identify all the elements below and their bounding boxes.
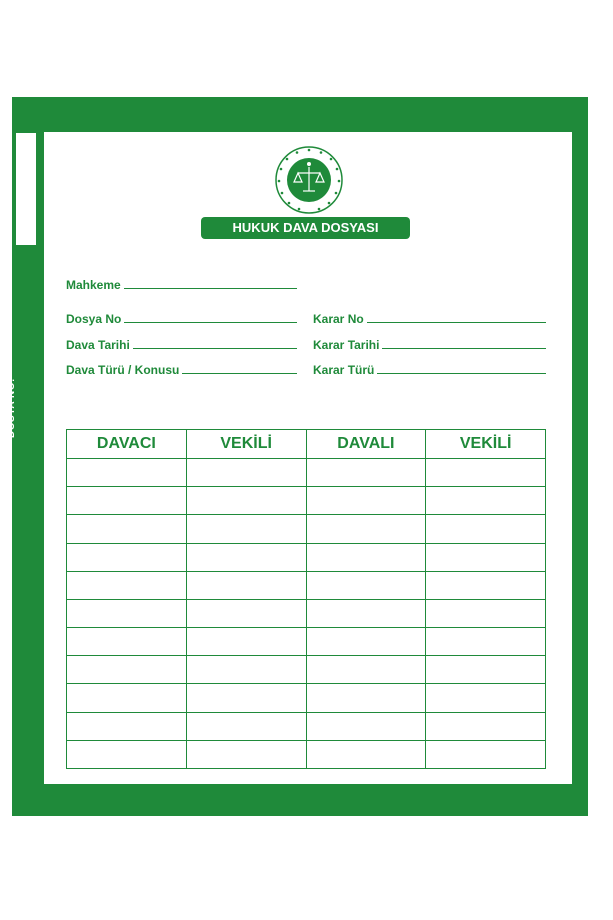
- table-cell[interactable]: [67, 487, 187, 515]
- header-vekili-1: VEKİLİ: [186, 430, 306, 459]
- table-cell[interactable]: [426, 628, 546, 656]
- table-cell[interactable]: [426, 740, 546, 768]
- table-cell[interactable]: [186, 656, 306, 684]
- table-row: [67, 543, 546, 571]
- table-row: [67, 628, 546, 656]
- table-cell[interactable]: [67, 712, 187, 740]
- karar-turu-label: Karar Türü: [313, 363, 375, 377]
- table-cell[interactable]: [306, 459, 426, 487]
- table-cell[interactable]: [67, 515, 187, 543]
- justice-scales-seal-icon: [274, 145, 344, 215]
- table-cell[interactable]: [186, 740, 306, 768]
- table-cell[interactable]: [306, 656, 426, 684]
- table-cell[interactable]: [306, 515, 426, 543]
- header-vekili-2: VEKİLİ: [426, 430, 546, 459]
- mahkeme-label: Mahkeme: [66, 278, 121, 292]
- karar-turu-line: [377, 372, 546, 374]
- dava-tarihi-line: [133, 347, 297, 349]
- karar-tarihi-line: [382, 347, 546, 349]
- dosya-no-field[interactable]: [66, 312, 297, 326]
- table-cell[interactable]: [306, 487, 426, 515]
- dava-tarihi-field[interactable]: [66, 338, 297, 352]
- dava-turu-label: Dava Türü / Konusu: [66, 363, 180, 377]
- table-cell[interactable]: [426, 684, 546, 712]
- table-cell[interactable]: [186, 599, 306, 627]
- dava-turu-field[interactable]: [66, 363, 297, 377]
- table-header-row: [67, 430, 546, 459]
- karar-tarihi-label: Karar Tarihi: [313, 338, 380, 352]
- table-cell[interactable]: [426, 712, 546, 740]
- table-cell[interactable]: [306, 599, 426, 627]
- table-cell[interactable]: [426, 543, 546, 571]
- table-cell[interactable]: [186, 684, 306, 712]
- table-cell[interactable]: [67, 656, 187, 684]
- header-davali: DAVALI: [306, 430, 426, 459]
- form-title: HUKUK DAVA DOSYASI: [201, 217, 410, 239]
- table-cell[interactable]: [426, 571, 546, 599]
- table-cell[interactable]: [186, 543, 306, 571]
- table-cell[interactable]: [186, 571, 306, 599]
- table-cell[interactable]: [186, 712, 306, 740]
- table-cell[interactable]: [67, 628, 187, 656]
- table-cell[interactable]: [186, 515, 306, 543]
- table-row: [67, 684, 546, 712]
- dosya-no-line: [124, 321, 297, 323]
- spine-label-window: [16, 133, 36, 245]
- karar-no-label: Karar No: [313, 312, 364, 326]
- table-cell[interactable]: [426, 656, 546, 684]
- table-cell[interactable]: [306, 571, 426, 599]
- table-cell[interactable]: [426, 599, 546, 627]
- table-cell[interactable]: [67, 459, 187, 487]
- spine-label: DOSYA NO:: [6, 378, 17, 438]
- mahkeme-line: [124, 287, 297, 289]
- mahkeme-field[interactable]: [66, 278, 297, 292]
- table-cell[interactable]: [426, 459, 546, 487]
- table-cell[interactable]: [67, 599, 187, 627]
- table-cell[interactable]: [306, 740, 426, 768]
- table-row: [67, 487, 546, 515]
- table-row: [67, 515, 546, 543]
- table-cell[interactable]: [306, 712, 426, 740]
- header-davaci: DAVACI: [67, 430, 187, 459]
- karar-no-line: [367, 321, 546, 323]
- table-cell[interactable]: [67, 571, 187, 599]
- dava-turu-line: [182, 372, 297, 374]
- table-cell[interactable]: [186, 487, 306, 515]
- table-cell[interactable]: [67, 684, 187, 712]
- table-cell[interactable]: [67, 543, 187, 571]
- dosya-no-label: Dosya No: [66, 312, 122, 326]
- table-cell[interactable]: [426, 515, 546, 543]
- karar-tarihi-field[interactable]: [313, 338, 546, 352]
- table-cell[interactable]: [306, 628, 426, 656]
- table-row: [67, 656, 546, 684]
- table-row: [67, 712, 546, 740]
- table-cell[interactable]: [306, 684, 426, 712]
- table-cell[interactable]: [186, 459, 306, 487]
- table-row: [67, 571, 546, 599]
- table-cell[interactable]: [306, 543, 426, 571]
- table-row: [67, 599, 546, 627]
- karar-turu-field[interactable]: [313, 363, 546, 377]
- karar-no-field[interactable]: [313, 312, 546, 326]
- table-row: [67, 740, 546, 768]
- table-cell[interactable]: [67, 740, 187, 768]
- dava-tarihi-label: Dava Tarihi: [66, 338, 130, 352]
- table-cell[interactable]: [186, 628, 306, 656]
- table-cell[interactable]: [426, 487, 546, 515]
- table-row: [67, 459, 546, 487]
- parties-table: [66, 429, 546, 769]
